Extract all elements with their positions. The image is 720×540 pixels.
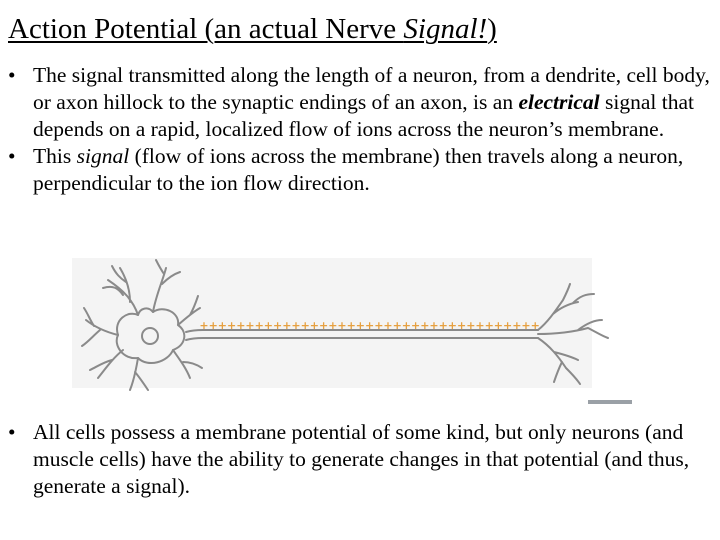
charge-mark: + (438, 319, 448, 332)
charge-mark: + (346, 319, 356, 332)
slide-title (8, 12, 497, 46)
charge-mark: + (364, 319, 375, 332)
bullet-mark: • (8, 63, 16, 87)
charge-mark: + (245, 319, 255, 332)
charge-mark: + (420, 319, 430, 332)
charge-mark: + (410, 319, 421, 332)
bullet-1-text-b: signal that depends on a rapid, localized flow of ions across the neuron’s membrane. (33, 90, 694, 141)
bullet-item-3 (0, 419, 716, 500)
charge-mark: + (272, 319, 283, 332)
charge-mark: + (392, 319, 402, 332)
charge-mark: + (502, 319, 513, 332)
bullet-mark: • (8, 420, 16, 444)
charge-mark: + (530, 319, 540, 332)
bullet-1-emphasis: electrical (518, 90, 600, 114)
neuron-illustration (68, 250, 648, 410)
charge-mark: + (355, 319, 366, 332)
scale-mark (588, 400, 632, 404)
title-close: ) (487, 13, 497, 45)
charge-mark: + (374, 319, 384, 332)
charge-mark: + (429, 319, 439, 332)
charge-mark: + (447, 319, 458, 332)
bullet-1-text-a: The signal transmitted along the length of a neuron, from a dendrite, cell body, or axon hillock to the synaptic endings of an axon, is an (33, 63, 710, 114)
charge-mark: + (291, 319, 301, 332)
charge-mark: + (466, 319, 476, 332)
charge-mark: + (199, 319, 209, 332)
charge-mark: + (236, 319, 246, 332)
title-main: Action Potential (an actual Nerve (8, 13, 404, 45)
charge-mark: + (401, 319, 412, 332)
bullet-3-text: All cells possess a membrane potential of some kind, but only neurons (and muscle cells) have the ability to generate changes in that potential (and thus, generate a signal). (33, 420, 690, 498)
bullet-2-text-a: This (33, 144, 77, 168)
charge-mark: + (512, 319, 522, 332)
charge-mark: + (484, 319, 494, 332)
bottom-bullet-list (0, 419, 716, 500)
charge-mark: + (254, 319, 264, 332)
charge-mark: + (337, 319, 347, 332)
charge-mark: + (263, 319, 274, 332)
charge-mark: + (493, 319, 504, 332)
bullet-item-2 (0, 143, 716, 197)
charge-mark: + (328, 319, 338, 332)
neuron-figure (68, 250, 648, 410)
charge-mark: + (475, 319, 485, 332)
charge-mark: + (383, 319, 393, 332)
bullet-2-text-b: (flow of ions across the membrane) then travels along a neuron, perpendicular to the ion flow direction. (33, 144, 684, 195)
charge-mark: + (300, 319, 310, 332)
charge-mark: + (521, 319, 531, 332)
axon-charge-marks (199, 319, 539, 332)
bullet-list (0, 62, 716, 197)
charge-mark: + (208, 319, 218, 332)
charge-mark: + (282, 319, 292, 332)
bullet-item-1 (0, 62, 716, 143)
title-italic: Signal! (403, 13, 488, 45)
bullet-mark: • (8, 144, 16, 168)
charge-mark: + (309, 319, 320, 332)
charge-mark: + (226, 319, 237, 332)
charge-mark: + (456, 319, 467, 332)
bullet-2-emphasis: signal (76, 144, 130, 168)
charge-mark: + (217, 319, 228, 332)
charge-mark: + (318, 319, 329, 332)
